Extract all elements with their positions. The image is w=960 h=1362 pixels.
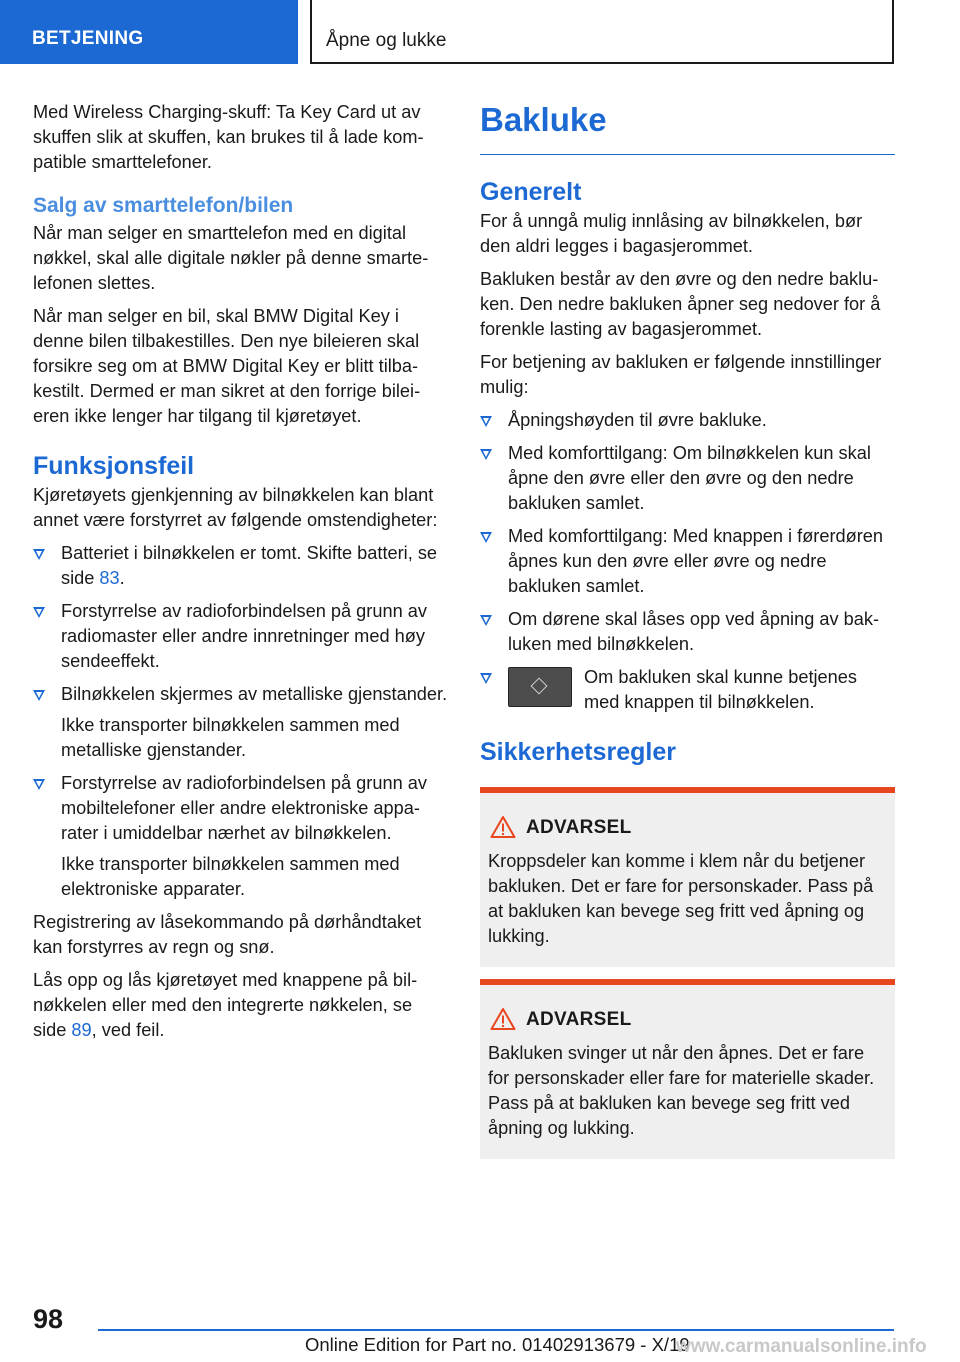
warning-text: Kroppsdeler kan komme i klem når du betjener bakluken. Det er fare for personskader. Pass på at bakluken kan bevege seg fritt ved åpning og lukking. — [488, 851, 874, 946]
funk-paragraph-1: Kjøretøyets gjenkjenning av bilnøkkelen kan blant annet være forstyrret av følgende omstendigheter: — [33, 485, 438, 530]
page-link-83[interactable]: 83 — [99, 568, 120, 588]
list-item-note: Ikke transporter bilnøkkelen sammen med elektroniske apparater. — [61, 854, 400, 899]
footer-edition: Online Edition for Part no. 01402913679 - X/19 — [305, 1334, 690, 1355]
list-item: Forstyrrelse av radioforbindelsen på grunn av radiomaster eller andre innretninger med høy sendeeffekt. — [33, 599, 448, 674]
page-title: Bakluke — [480, 98, 895, 155]
header-section-label: BETJENING — [32, 28, 144, 49]
warning-box-1 — [480, 787, 895, 967]
triangle-bullet-icon — [480, 615, 492, 626]
right-column — [480, 98, 895, 1159]
key-button-icon — [508, 667, 572, 707]
salg-paragraph-2: Når man selger en bil, skal BMW Digital Key i denne bilen tilbakestilles. Den nye bileieren skal forsikre seg om at BMW Digital Key er blitt tilbakestilt. Dermed er man sikret at den forrige bileieren ikke lenger har tilgang til kjøretøyet. — [33, 306, 421, 426]
triangle-bullet-icon — [480, 416, 492, 427]
header-chapter-box — [310, 0, 894, 64]
list-item: Bilnøkkelen skjermes av metalliske gjenstander. Ikke transporter bilnøkkelen sammen med metalliske gjenstander. — [33, 682, 448, 763]
gen-paragraph-3: For betjening av bakluken er følgende innstillinger mulig: — [480, 352, 882, 397]
las-paragraph: Lås opp og lås kjøretøyet med knappene på bilnøkkelen eller med den integrerte nøkkelen, se side 89, ved feil. — [33, 970, 418, 1040]
list-item: Åpningshøyden til øvre bakluke. — [480, 408, 895, 433]
list-item: Om bakluken skal kunne betjenes med knappen til bilnøkkelen. — [480, 665, 895, 715]
header-section-tab — [0, 0, 298, 64]
funk-bullet-list — [33, 541, 448, 902]
triangle-bullet-icon — [33, 549, 45, 560]
heading-salg: Salg av smarttelefon/bilen — [33, 194, 294, 217]
header-chapter-label: Åpne og lukke — [326, 30, 447, 51]
list-item: Om dørene skal låses opp ved åpning av bakluken med bilnøkkelen. — [480, 607, 895, 657]
watermark: www.carmanualsonline.info — [676, 1336, 927, 1357]
warning-box-2 — [480, 979, 895, 1159]
list-item: Batteriet i bilnøkkelen er tomt. Skifte batteri, se side 83. — [33, 541, 448, 591]
triangle-bullet-icon — [480, 532, 492, 543]
triangle-bullet-icon — [33, 607, 45, 618]
warning-triangle-icon — [490, 815, 516, 839]
heading-sikkerhetsregler: Sikkerhetsregler — [480, 738, 676, 766]
settings-bullet-list — [480, 408, 895, 715]
footer-divider — [98, 1329, 894, 1331]
left-column — [33, 100, 448, 1051]
warning-triangle-icon — [490, 1007, 516, 1031]
warning-heading: ADVARSEL — [526, 1009, 632, 1030]
salg-paragraph-1: Når man selger en smarttelefon med en digital nøkkel, skal alle digitale nøkler på denne smartelefonen slettes. — [33, 223, 429, 293]
triangle-bullet-icon — [33, 690, 45, 701]
triangle-bullet-icon — [33, 779, 45, 790]
warning-heading: ADVARSEL — [526, 817, 632, 838]
list-item: Med komforttilgang: Med knappen i førerdøren åpnes kun den øvre eller øvre og nedre bakluken samlet. — [480, 524, 895, 599]
intro-paragraph: Med Wireless Charging-skuff: Ta Key Card ut av skuffen slik at skuffen, kan brukes til å lade kompatible smarttelefoner. — [33, 102, 424, 172]
list-item: Forstyrrelse av radioforbindelsen på grunn av mobiltelefoner eller andre elektroniske apparater i umiddelbar nærhet av bilnøkkelen. Ikke transporter bilnøkkelen sammen med elektroniske apparater. — [33, 771, 448, 902]
page-number: 98 — [33, 1304, 64, 1334]
gen-paragraph-1: For å unngå mulig innlåsing av bilnøkkelen, bør den aldri legges i bagasjerommet. — [480, 211, 863, 256]
list-item: Med komforttilgang: Om bilnøkkelen kun skal åpne den øvre eller den øvre og den nedre bakluken samlet. — [480, 441, 895, 516]
triangle-bullet-icon — [480, 449, 492, 460]
warning-text: Bakluken svinger ut når den åpnes. Det er fare for personskader eller fare for materielle skader. Pass på at bakluken kan bevege seg fritt ved åpning og lukking. — [488, 1043, 875, 1138]
page-link-89[interactable]: 89 — [71, 1020, 92, 1040]
heading-generelt: Generelt — [480, 178, 582, 206]
registrering-paragraph: Registrering av låsekommando på dørhåndtaket kan forstyrres av regn og snø. — [33, 912, 422, 957]
triangle-bullet-icon — [480, 673, 492, 684]
gen-paragraph-2: Bakluken består av den øvre og den nedre bakluken. Den nedre bakluken åpner seg nedover for å forenkle lasting av bagasjerommet. — [480, 269, 881, 339]
heading-funksjonsfeil: Funksjonsfeil — [33, 452, 195, 480]
list-item-note: Ikke transporter bilnøkkelen sammen med metalliske gjenstander. — [61, 715, 400, 760]
